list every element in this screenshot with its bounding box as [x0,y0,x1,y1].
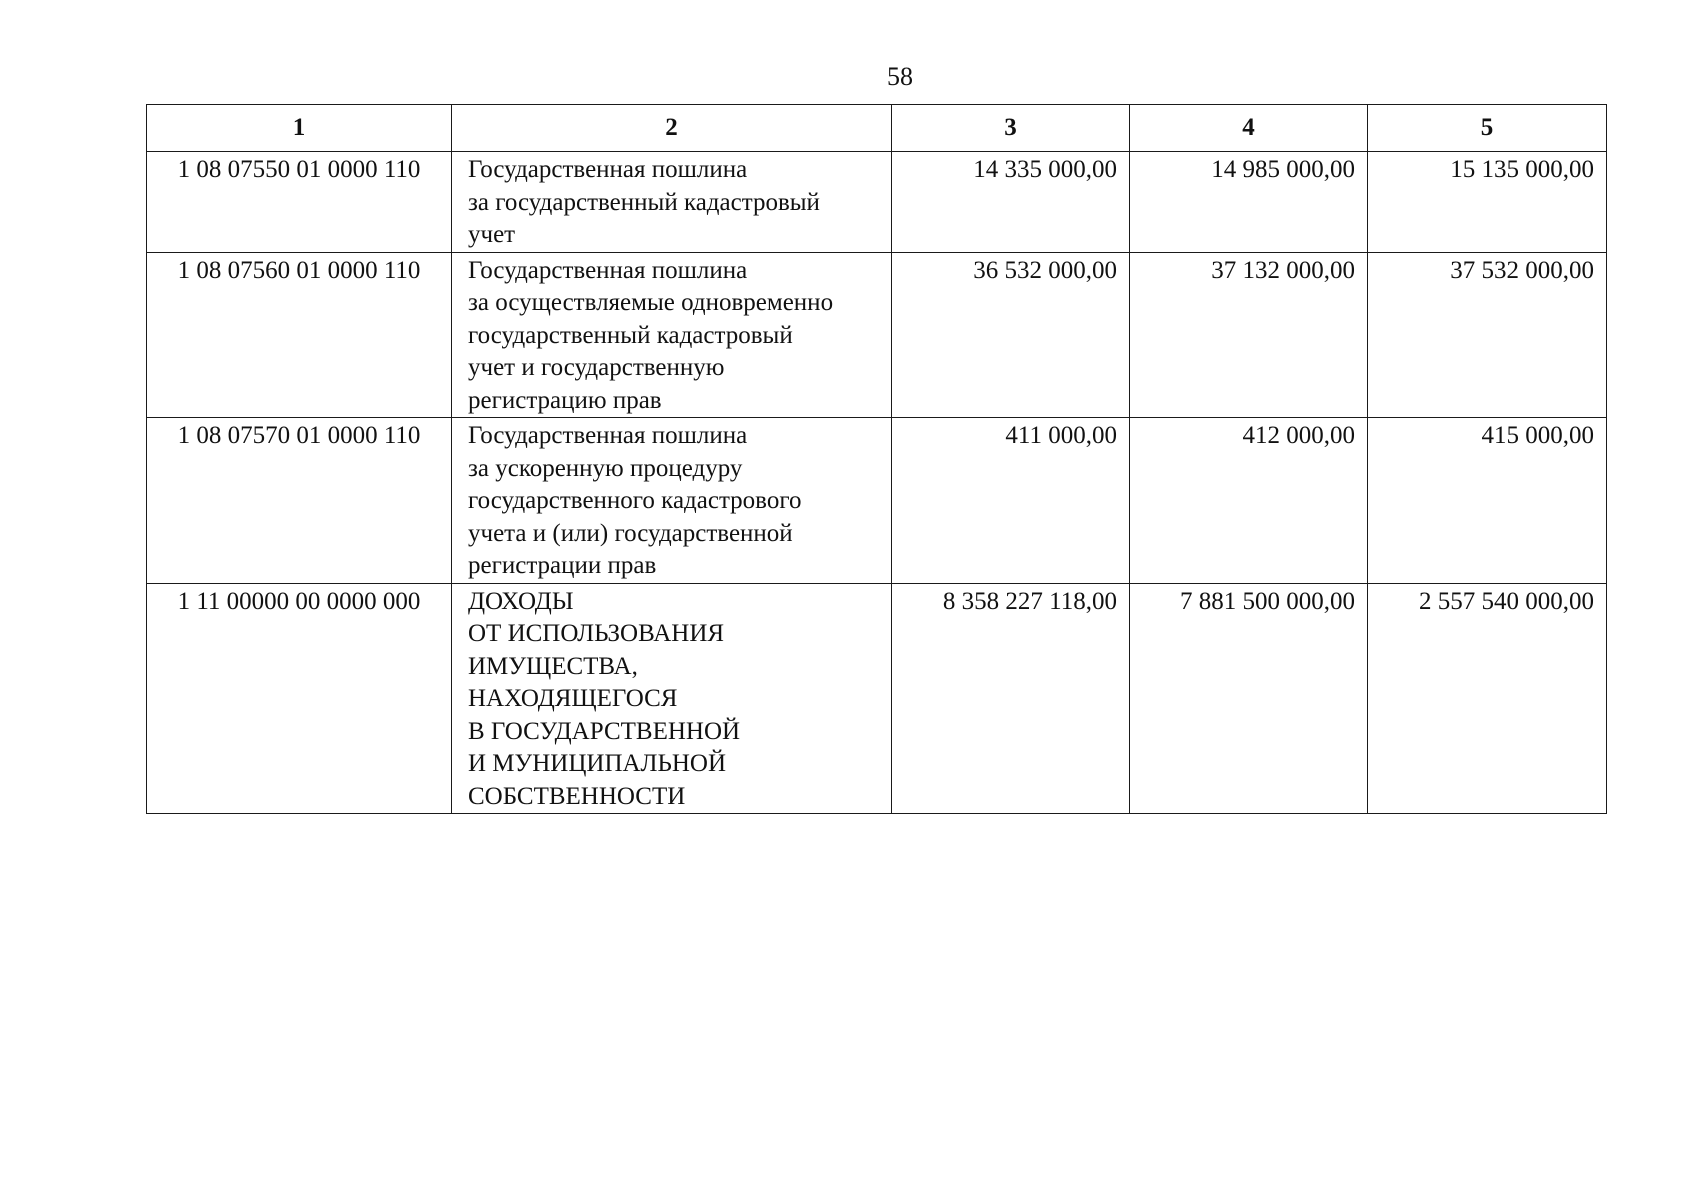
header-col-3: 3 [892,105,1130,152]
revenue-name-line: ДОХОДЫ [468,587,574,615]
amount-col-4: 7 881 500 000,00 [1130,583,1368,814]
page-number: 58 [887,62,913,91]
revenue-name [452,418,892,584]
revenue-name [452,252,892,418]
budget-code: 1 08 07570 01 0000 110 [147,418,452,584]
revenue-name-line: СОБСТВЕННОСТИ [468,782,686,810]
revenue-name-line: Государственная пошлина [468,156,748,183]
amount-col-3: 36 532 000,00 [892,252,1130,418]
amount-col-5: 37 532 000,00 [1368,252,1607,418]
table-row [147,418,1607,584]
revenue-name-line: за ускоренную процедуру [468,454,743,482]
revenue-name-line: Государственная пошлина [468,256,748,284]
revenue-name-line: регистрации прав [468,552,657,579]
budget-code: 1 08 07550 01 0000 110 [147,152,452,253]
revenue-name-line: государственного кадастрового [468,487,802,514]
amount-col-5: 2 557 540 000,00 [1368,583,1607,814]
amount-col-4: 37 132 000,00 [1130,252,1368,418]
header-col-2: 2 [452,105,892,152]
revenue-name-line: за государственный кадастровый [468,188,820,216]
revenue-name-line: учет и государственную [468,354,725,381]
revenue-name-line: учет [468,221,516,248]
revenue-name-line: НАХОДЯЩЕГОСЯ [468,685,678,712]
header-row [147,105,1607,152]
revenue-name-line: ОТ ИСПОЛЬЗОВАНИЯ [468,620,725,647]
header-col-5: 5 [1368,105,1607,152]
revenue-name [452,583,892,814]
budget-code: 1 08 07560 01 0000 110 [147,252,452,418]
amount-col-3: 14 335 000,00 [892,152,1130,253]
header-col-4: 4 [1130,105,1368,152]
revenue-name-line: учета и (или) государственной [468,519,793,547]
header-col-1: 1 [147,105,452,152]
amount-col-4: 412 000,00 [1130,418,1368,584]
revenue-name [452,152,892,253]
revenue-name-line: регистрацию прав [468,386,662,414]
amount-col-5: 415 000,00 [1368,418,1607,584]
revenue-name-line: В ГОСУДАРСТВЕННОЙ [468,717,741,745]
revenue-name-line: ИМУЩЕСТВА, [468,652,638,680]
table-row [147,152,1607,253]
table-body [147,152,1607,814]
table-header [147,105,1607,152]
amount-col-3: 411 000,00 [892,418,1130,584]
revenue-name-line: Государственная пошлина [468,422,748,449]
budget-table [146,104,1607,814]
amount-col-4: 14 985 000,00 [1130,152,1368,253]
revenue-name-line: государственный кадастровый [468,321,793,349]
budget-code: 1 11 00000 00 0000 000 [147,583,452,814]
amount-col-5: 15 135 000,00 [1368,152,1607,253]
table-row [147,583,1607,814]
table-row [147,252,1607,418]
revenue-name-line: И МУНИЦИПАЛЬНОЙ [468,750,727,777]
revenue-name-line: за осуществляемые одновременно [468,289,834,316]
amount-col-3: 8 358 227 118,00 [892,583,1130,814]
